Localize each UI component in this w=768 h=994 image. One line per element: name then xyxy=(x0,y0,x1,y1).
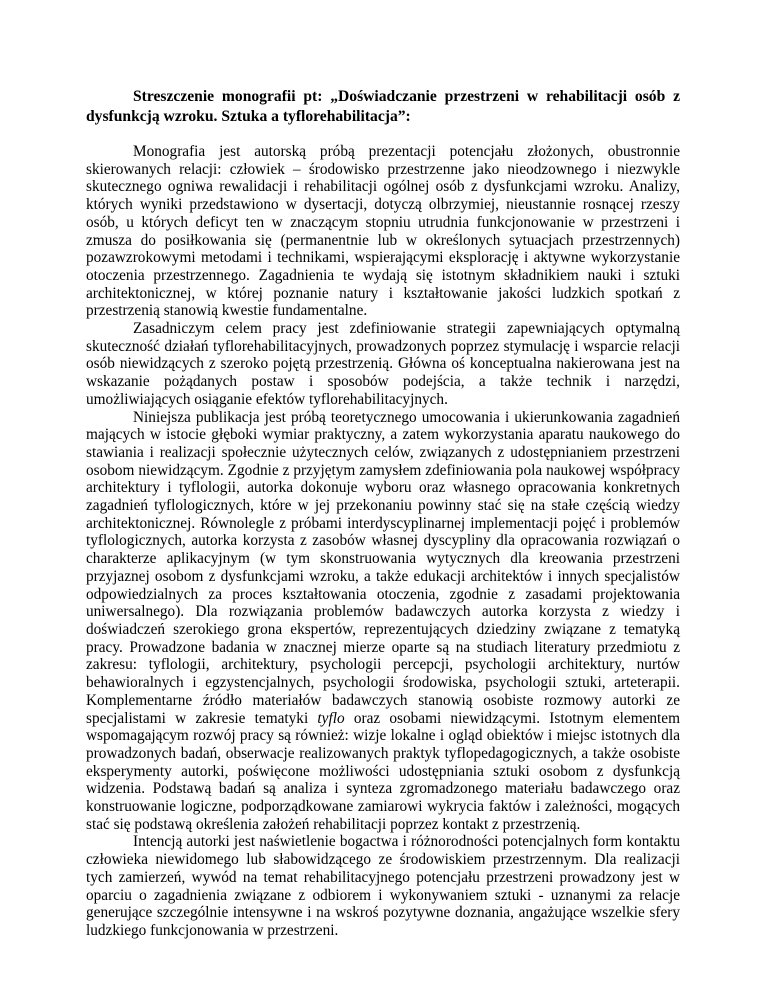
paragraph-3 xyxy=(86,409,680,834)
document-title: Streszczenie monografii pt: „Doświadczanie przestrzeni w rehabilitacji osób z dysfunkcją wzroku. Sztuka a tyflorehabilitacja”: xyxy=(86,88,680,125)
paragraph-3-part-2: oraz osobami niewidzącymi. Istotnym elementem wspomagającym rozwój pracy są również: wizje lokalne i ogląd obiektów i miejsc istotnych dla prowadzonych badań, obserwacje realizowanych praktyk tyflopedagogicznych, a także osobiste eksperymenty autorki, poświęcone możliwości udostępniania sztuki osobom z dysfunkcją widzenia. Podstawą badań są analiza i synteza zgromadzonego materiału badawczego oraz konstruowanie logiczne, podporządkowane zamiarowi wykrycia faktów i zależności, mogących stać się podstawą określenia założeń rehabilitacji poprzez kontakt z przestrzenią. xyxy=(86,709,680,833)
paragraph-1: Monografia jest autorską próbą prezentacji potencjału złożonych, obustronnie skierowanych relacji: człowiek – środowisko przestrzenne jako nieodzownego i niezwykle skutecznego ogniwa rewalidacji i rehabilitacji ogólnej osób z dysfunkcjami wzroku. Analizy, których wyniki przedstawiono w dysertacji, dotyczą olbrzymiej, nieustannie rosnącej rzeszy osób, u których deficyt ten w znaczącym stopniu utrudnia funkcjonowanie w przestrzeni i zmusza do posiłkowania się (permanentnie lub w określonych sytuacjach przestrzennych) pozawzrokowymi metodami i technikami, wspierającymi eksplorację i aktywne wykorzystanie otoczenia przestrzennego. Zagadnienia te wydają się istotnym składnikiem nauki i sztuki architektonicznej, w której poznanie natury i kształtowanie jakości ludzkich spotkań z przestrzenią stanowią kwestie fundamentalne. xyxy=(86,143,680,320)
paragraph-2: Zasadniczym celem pracy jest zdefiniowanie strategii zapewniających optymalną skuteczność działań tyflorehabilitacyjnych, prowadzonych poprzez stymulację i wsparcie relacji osób niewidzących z szeroko pojętą przestrzenią. Główna oś konceptualna nakierowana jest na wskazanie pożądanych postaw i sposobów podejścia, a także technik i narzędzi, umożliwiających osiąganie efektów tyflorehabilitacyjnych. xyxy=(86,320,680,408)
paragraph-3-part-1: Niniejsza publikacja jest próbą teoretycznego umocowania i ukierunkowania zagadnień mających w istocie głęboki wymiar praktyczny, a zatem wykorzystania aparatu naukowego do stawiania i realizacji społecznie użytecznych celów, związanych z udostępnianiem przestrzeni osobom niewidzącym. Zgodnie z przyjętym zamysłem zdefiniowania pola naukowej współpracy architektury i tyflologii, autorka dokonuje wyboru oraz własnego opracowania konkretnych zagadnień tyflologicznych, które w jej przekonaniu powinny stać się na stałe częścią wiedzy architektonicznej. Równolegle z próbami interdyscyplinarnej implementacji pojęć i problemów tyflologicznych, autorka korzysta z zasobów własnej dyscypliny dla opracowania rozwiązań o charakterze aplikacyjnym (w tym skonstruowania wytycznych dla kreowania przestrzeni przyjaznej osobom z dysfunkcjami wzroku, a także edukacji architektów i innych specjalistów odpowiedzialnych za proces kształtowania otoczenia, zgodnie z zasadami projektowania uniwersalnego). Dla rozwiązania problemów badawczych autorka korzysta z wiedzy i doświadczeń szerokiego grona ekspertów, reprezentujących dziedziny związane z tematyką pracy. Prowadzone badania w znacznej mierze oparte są na studiach literatury przedmiotu z zakresu: tyflologii, architektury, psychologii percepcji, psychologii architektury, nurtów behawioralnych i egzystencjalnych, psychologii środowiska, psychologii sztuki, arteterapii. Komplementarne źródło materiałów badawczych stanowią osobiste rozmowy autorki ze specjalistami w zakresie tematyki xyxy=(86,408,680,727)
paragraph-3-italic-term: tyflo xyxy=(317,709,345,727)
paragraph-4: Intencją autorki jest naświetlenie bogactwa i różnorodności potencjalnych form kontaktu człowieka niewidomego lub słabowidzącego ze środowiskiem przestrzennym. Dla realizacji tych zamierzeń, wywód na temat rehabilitacyjnego potencjału przestrzeni prowadzony jest w oparciu o zagadnienia związane z odbiorem i wykonywaniem sztuki - uznanymi za relacje generujące szczególnie intensywne i na wskroś pozytywne doznania, angażujące wszelkie sfery ludzkiego funkcjonowania w przestrzeni. xyxy=(86,833,680,939)
